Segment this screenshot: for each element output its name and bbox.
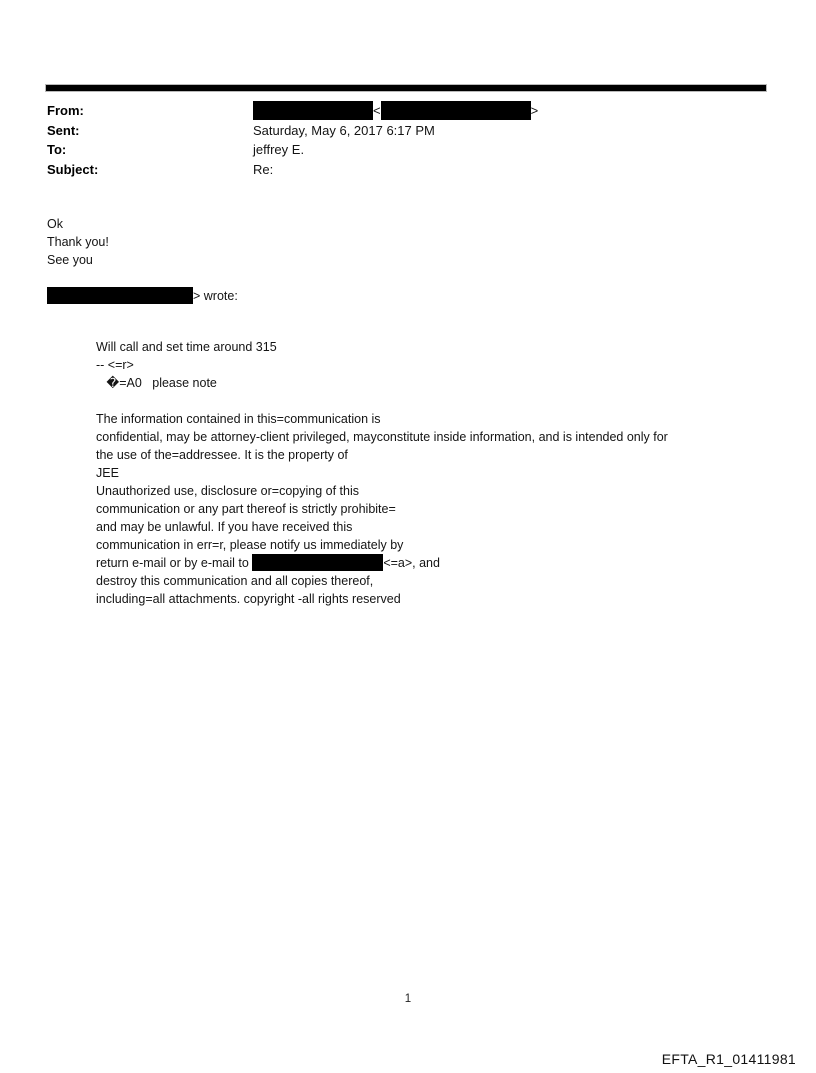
quoted-line: �=A0 please note: [96, 376, 217, 390]
sent-label: Sent:: [47, 122, 80, 138]
bates-number: EFTA_R1_01411981: [661, 1051, 796, 1067]
quoted-line: Will call and set time around 315: [96, 340, 277, 354]
wrote-attribution-line: [47, 287, 767, 305]
quoted-line: the use of the=addressee. It is the property of: [96, 448, 348, 462]
quoted-line: including=all attachments. copyright -all rights reserved: [96, 592, 401, 606]
quoted-line-redacted-email: [96, 554, 796, 572]
email-line-suffix: <=a>, and: [383, 556, 440, 570]
body-line: See you: [47, 253, 93, 267]
body-line: Thank you!: [47, 235, 109, 249]
angle-close-bracket: >: [530, 103, 539, 118]
quoted-line: Unauthorized use, disclosure or=copying of this: [96, 484, 359, 498]
page-number: 1: [404, 993, 412, 1005]
email-header-block: [47, 101, 767, 179]
header-row-from: [47, 101, 767, 121]
quoted-line: confidential, may be attorney-client privileged, mayconstitute inside information, and is intended only for: [96, 430, 668, 444]
quoted-line: -- <=r>: [96, 358, 134, 372]
subject-value: Re:: [253, 161, 274, 177]
redaction-bar-email-address: [252, 554, 383, 571]
email-body: [47, 215, 767, 305]
quoted-message: [96, 338, 796, 608]
email-line-prefix: return e-mail or by e-mail to: [96, 556, 253, 570]
quoted-line-empty: [96, 392, 796, 410]
wrote-suffix: > wrote:: [193, 289, 238, 303]
quoted-line: communication in err=r, please notify us immediately by: [96, 538, 404, 552]
redaction-bar-quoted-sender: [47, 287, 193, 304]
quoted-line: JEE: [96, 466, 119, 480]
sent-value: Saturday, May 6, 2017 6:17 PM: [253, 122, 435, 138]
redaction-bar-sender-name: [253, 101, 373, 120]
header-row-sent: [47, 121, 767, 141]
subject-label: Subject:: [47, 161, 99, 177]
quoted-line: communication or any part thereof is strictly prohibite=: [96, 502, 396, 516]
quoted-line: and may be unlawful. If you have received this: [96, 520, 353, 534]
to-label: To:: [47, 142, 67, 157]
header-row-to: [47, 140, 767, 160]
from-label: From:: [47, 103, 84, 118]
redaction-bar-sender-email: [381, 101, 531, 120]
header-row-subject: [47, 160, 767, 180]
body-line: Ok: [47, 217, 63, 231]
body-line-empty: [47, 269, 767, 287]
angle-open-bracket: <: [373, 103, 381, 118]
quoted-line: destroy this communication and all copies thereof,: [96, 574, 374, 588]
to-value: jeffrey E.: [253, 142, 305, 157]
quoted-line: The information contained in this=communication is: [96, 412, 381, 426]
header-divider-rule: [46, 85, 766, 91]
from-value: [253, 101, 538, 121]
